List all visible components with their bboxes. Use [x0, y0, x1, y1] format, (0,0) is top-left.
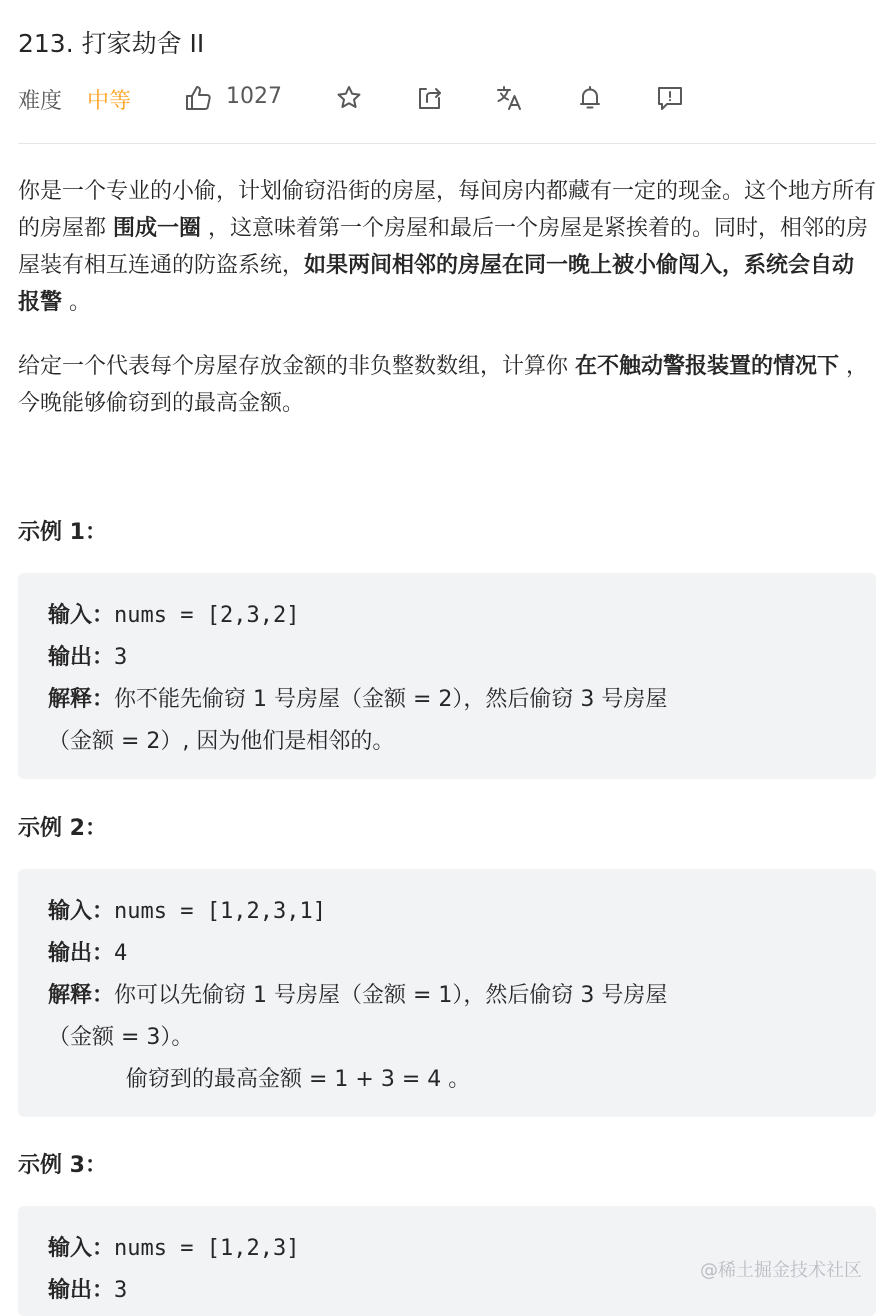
like-count: 1027 [226, 84, 282, 109]
share-icon[interactable] [414, 82, 446, 114]
explain-label: 解释： [48, 983, 115, 1008]
example-output-line [48, 936, 127, 967]
example-output-line [48, 1273, 127, 1304]
explain-text: 你可以先偷窃 1 号房屋（金额 = 1），然后偷窃 3 号房屋 [114, 983, 668, 1008]
output-label: 输出： [48, 645, 115, 670]
example-explain-line [48, 1020, 193, 1051]
example-input-line [48, 894, 326, 925]
input-value: nums = [2,3,2] [114, 603, 300, 628]
description-text: 你是一个专业的小偷，计划偷窃沿街的房屋，每间房内都藏有一定的现金。这个地方所有的房屋都 [18, 179, 877, 241]
problem-title: 213. 打家劫舍 II [18, 29, 205, 58]
description-text: ，今晚能够偷窃到的最高金额。 [18, 354, 869, 416]
example-explain-line [48, 978, 667, 1009]
translate-icon[interactable] [494, 82, 526, 114]
explain-text: 偷窃到的最高金额 = 1 + 3 = 4 。 [126, 1067, 471, 1092]
description-text: 给定一个代表每个房屋存放金额的非负整数数组，计算你 [18, 354, 575, 379]
example-input-line [48, 1231, 299, 1262]
output-value: 3 [114, 1278, 128, 1303]
example-input-line [48, 598, 299, 629]
input-label: 输入： [48, 603, 115, 628]
output-value: 3 [114, 645, 128, 670]
example-2-heading: 示例 2： [18, 816, 107, 841]
example-explain-line [126, 1062, 470, 1093]
explain-text: （金额 = 3）。 [48, 1025, 194, 1050]
description-paragraph-1 [18, 173, 876, 321]
input-label: 输入： [48, 899, 115, 924]
star-icon[interactable] [333, 82, 365, 114]
description-emphasis: 在不触动警报装置的情况下 [575, 354, 840, 379]
problem-meta-bar [18, 76, 876, 120]
bell-icon[interactable] [574, 82, 606, 114]
header-divider [18, 143, 876, 144]
example-output-line [48, 640, 127, 671]
output-label: 输出： [48, 1278, 115, 1303]
input-label: 输入： [48, 1236, 115, 1261]
difficulty-label: 难度 [18, 89, 63, 114]
example-3-heading: 示例 3： [18, 1153, 107, 1178]
example-1-heading: 示例 1： [18, 520, 107, 545]
explain-label: 解释： [48, 687, 115, 712]
difficulty-badge: 中等 [87, 89, 132, 114]
example-2-block [18, 869, 876, 1117]
input-value: nums = [1,2,3] [114, 1236, 300, 1261]
description-text: 。 [62, 290, 92, 315]
example-1-block [18, 573, 876, 779]
feedback-icon[interactable] [654, 82, 686, 114]
watermark: @稀土掘金技术社区 [700, 1260, 862, 1281]
output-label: 输出： [48, 941, 115, 966]
example-explain-line [48, 724, 394, 755]
description-paragraph-2 [18, 348, 876, 422]
thumbs-up-icon[interactable] [182, 82, 214, 114]
output-value: 4 [114, 941, 128, 966]
description-emphasis: 如果两间相邻的房屋在同一晚上被小偷闯入，系统会自动报警 [18, 253, 855, 315]
explain-text: 你不能先偷窃 1 号房屋（金额 = 2），然后偷窃 3 号房屋 [114, 687, 668, 712]
explain-text: （金额 = 2）, 因为他们是相邻的。 [48, 729, 395, 754]
description-emphasis: 围成一圈 [113, 216, 202, 241]
example-explain-line [48, 682, 667, 713]
input-value: nums = [1,2,3,1] [114, 899, 326, 924]
description-text: ，这意味着第一个房屋和最后一个房屋是紧挨着的。同时，相邻的房屋装有相互连通的防盗系统， [18, 216, 869, 278]
